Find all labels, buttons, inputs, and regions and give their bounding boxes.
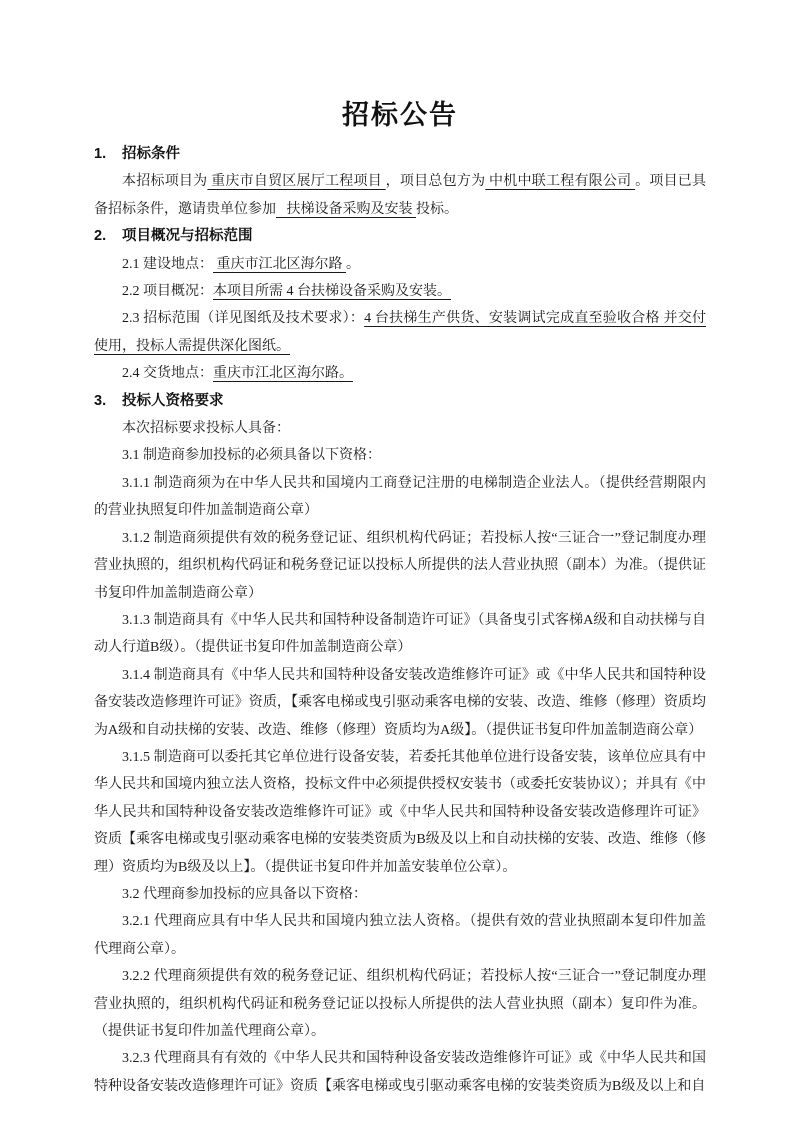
section-heading xyxy=(94,388,706,415)
section-number: 2. xyxy=(94,228,107,245)
text-run: 2.2 项目概况： xyxy=(122,284,213,300)
paragraph xyxy=(94,525,706,607)
paragraph xyxy=(94,415,706,442)
underlined-blank-text: 重庆市江北区海尔路 xyxy=(213,256,346,272)
section-title: 招标条件 xyxy=(122,146,180,162)
underlined-blank-text: 中机中联工程有限公司 xyxy=(485,174,636,190)
paragraph xyxy=(94,607,706,662)
underlined-blank-text: 本项目所需 4 台扶梯设备采购及安装。 xyxy=(213,284,451,300)
paragraph xyxy=(94,881,706,908)
text-run: 3.1.3 制造商具有《中华人民共和国特种设备制造许可证》（具备曳引式客梯A级和自动扶梯与自动人行道B级）。（提供证书复印件加盖制造商公章） xyxy=(94,612,706,656)
text-run: 2.1 建设地点： xyxy=(122,256,213,272)
paragraph xyxy=(94,470,706,525)
text-run: 3.2 代理商参加投标的应具备以下资格： xyxy=(122,886,367,902)
text-run: 3.2.2 代理商须提供有效的税务登记证、组织机构代码证；若投标人按“三证合一”登记制度办理营业执照的，组织机构代码证和税务登记证以投标人所提供的法人营业执照（副本）复印件为准。（提供证书复印件加盖代理商公章）。 xyxy=(94,969,706,1039)
text-run: 3.1.4 制造商具有《中华人民共和国特种设备安装改造维修许可证》或《中华人民共和国特种设备安装改造修理许可证》资质，【乘客电梯或曳引驱动乘客电梯的安装、改造、维修（修理）资质均为A级和自动扶梯的安装、改造、维修（修理）资质均为A级】。（提供证书复印件加盖制造商公章） xyxy=(94,667,706,738)
text-run: 。项目已具备招标条件，邀请贵单位参加 xyxy=(94,174,707,217)
text-run: 2.4 交货地点： xyxy=(122,366,213,382)
text-run: 本次招标要求投标人具备： xyxy=(122,421,290,437)
text-run: 3.1 制造商参加投标的必须具备以下资格： xyxy=(122,448,381,464)
paragraph xyxy=(94,744,706,881)
section-number: 3. xyxy=(94,392,107,409)
text-run: 本招标项目为 xyxy=(122,174,208,190)
paragraph xyxy=(94,908,706,963)
underlined-blank-text: 重庆市自贸区展厅工程项目 xyxy=(207,174,386,190)
paragraph xyxy=(94,963,706,1045)
text-run: 3.1.5 制造商可以委托其它单位进行设备安装，若委托其他单位进行设备安装，该单位应具有中华人民共和国境内独立法人资格，投标文件中必须提供授权安装书（或委托安装协议）；并具有《中华人民共和国特种设备安装改造维修许可证》或《中华人民共和国特种设备安装改造修理许可证》资质【乘客电梯或曳引驱动乘客电梯的安装类资质为B级及以上和自动扶梯的安装、改造、维修（修理）资质均为B级及以上】。（提供证书复印件并加盖安装单位公章）。 xyxy=(94,749,706,875)
underlined-blank-text: 扶梯设备采购及安装 xyxy=(276,201,416,217)
paragraph xyxy=(94,360,706,387)
text-run: 3.2.3 代理商具有有效的《中华人民共和国特种设备安装改造维修许可证》或《中华人民共和国特种设备安装改造修理许可证》资质【乘客电梯或曳引驱动乘客电梯的安装类资质为B级及以上和自 xyxy=(94,1051,706,1094)
page-title: 招标公告 xyxy=(342,100,458,130)
document-body xyxy=(94,141,706,1100)
paragraph xyxy=(94,251,706,278)
paragraph xyxy=(94,278,706,305)
section-heading xyxy=(94,223,706,250)
section-title: 项目概况与招标范围 xyxy=(122,228,253,245)
text-run: 3.1.2 制造商须提供有效的税务登记证、组织机构代码证；若投标人按“三证合一”登记制度办理营业执照的，组织机构代码证和税务登记证以投标人所提供的法人营业执照（副本）为准。（提供证书复印件加盖制造商公章） xyxy=(94,530,706,601)
text-run: ，项目总包方为 xyxy=(385,174,486,190)
text-run: 3.2.1 代理商应具有中华人民共和国境内独立法人资格。（提供有效的营业执照副本复印件加盖代理商公章）。 xyxy=(94,914,706,957)
text-run: 投标。 xyxy=(416,201,458,217)
underlined-blank-text: 重庆市江北区海尔路。 xyxy=(213,366,353,382)
paragraph xyxy=(94,305,706,360)
text-run: 2.3 招标范围（详见图纸及技术要求）： xyxy=(122,311,365,327)
paragraph xyxy=(94,662,706,744)
paragraph xyxy=(94,442,706,469)
text-run: 。 xyxy=(346,256,360,272)
text-run: 3.1.1 制造商须为在中华人民共和国境内工商登记注册的电梯制造企业法人。（提供经营期限内的营业执照复印件加盖制造商公章） xyxy=(94,475,706,519)
section-heading xyxy=(94,141,706,168)
underlined-blank-text: 4 台扶梯生产供货、安装调试完成直至验收合格 并交付使用，投标人需提供深化图纸。 xyxy=(94,311,707,354)
section-title: 投标人资格要求 xyxy=(122,392,224,409)
paragraph xyxy=(94,168,706,223)
paragraph xyxy=(94,1045,706,1100)
section-number: 1. xyxy=(94,146,107,162)
